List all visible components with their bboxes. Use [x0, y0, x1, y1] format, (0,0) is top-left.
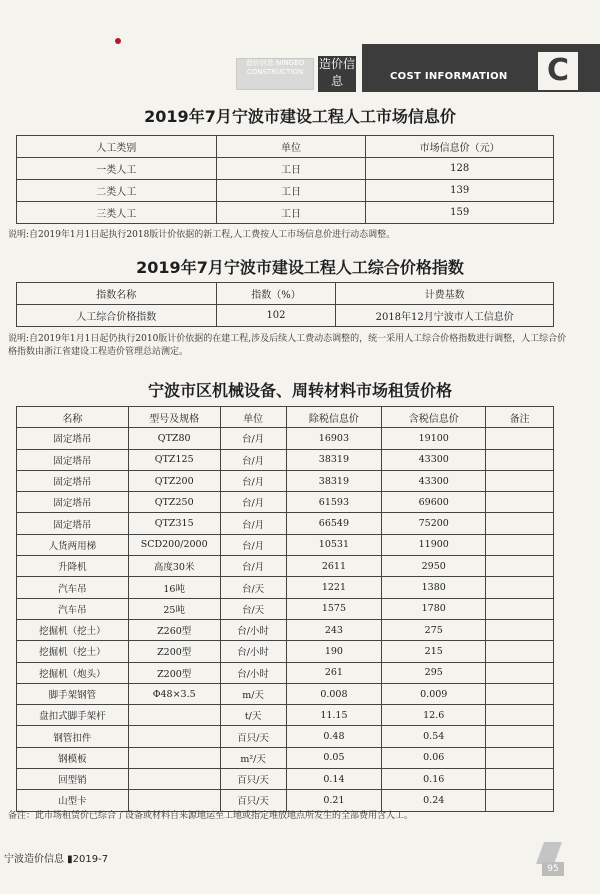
table-cell: m²/天 — [220, 747, 286, 768]
table-cell: 243 — [286, 619, 382, 640]
page-number: 95 — [542, 862, 564, 876]
table-cell: 一类人工 — [17, 158, 217, 180]
table-cell: 43300 — [382, 449, 486, 470]
table-row — [17, 180, 554, 202]
table-cell: 台/月 — [220, 470, 286, 491]
header-ghost-text: 造价信息 NINGBO CONSTRUCTION — [245, 59, 305, 76]
table-row — [17, 202, 554, 224]
table-cell — [128, 790, 220, 811]
table-row — [17, 683, 554, 704]
table-cell: 10531 — [286, 534, 382, 555]
table-row — [17, 428, 554, 449]
table-cell: 百只/天 — [220, 769, 286, 790]
table-row — [17, 619, 554, 640]
table-cell: 工日 — [216, 158, 366, 180]
table-cell: Φ48×3.5 — [128, 683, 220, 704]
col-header: 名称 — [17, 407, 129, 428]
table-cell — [486, 747, 554, 768]
table-cell: 0.16 — [382, 769, 486, 790]
table-cell: 43300 — [382, 470, 486, 491]
table-cell: 295 — [382, 662, 486, 683]
table-row — [17, 726, 554, 747]
section2-title: 2019年7月宁波市建设工程人工综合价格指数 — [136, 258, 464, 277]
table-cell: QTZ125 — [128, 449, 220, 470]
table-cell: 0.008 — [286, 683, 382, 704]
table-row — [17, 790, 554, 811]
table-cell: 275 — [382, 619, 486, 640]
table-cell: 16903 — [286, 428, 382, 449]
table-cell: 11.15 — [286, 705, 382, 726]
table-cell: 139 — [366, 180, 554, 202]
table-cell: 16吨 — [128, 577, 220, 598]
table-cell — [486, 790, 554, 811]
table-row — [17, 470, 554, 491]
table-cell: 汽车吊 — [17, 577, 129, 598]
table-cell: 25吨 — [128, 598, 220, 619]
table-cell: 0.48 — [286, 726, 382, 747]
table-cell: 61593 — [286, 492, 382, 513]
table-cell: t/天 — [220, 705, 286, 726]
table-header-row — [17, 283, 554, 305]
section1-note: 说明:自2019年1月1日起执行2018版计价依据的新工程,人工费按人工市场信息价进行动态调整。 — [8, 230, 396, 240]
table-row — [17, 662, 554, 683]
section2-note: 说明:自2019年1月1日起仍执行2010版计价依据的在建工程,涉及后续人工费动态调整的，统一采用人工综合价格指数进行调整，人工综合价格指数由浙江省建设工程造价管理总站测定。 — [8, 334, 567, 357]
col-header: 备注 — [486, 407, 554, 428]
col-header: 型号及规格 — [128, 407, 220, 428]
table-cell: 0.21 — [286, 790, 382, 811]
col-header: 指数名称 — [17, 283, 217, 305]
table-cell: 128 — [366, 158, 554, 180]
table-cell: 台/小时 — [220, 641, 286, 662]
table-cell: 固定塔吊 — [17, 449, 129, 470]
table-cell: 2950 — [382, 556, 486, 577]
table-cell: 台/月 — [220, 492, 286, 513]
table-cell: 钢模板 — [17, 747, 129, 768]
table-cell: Z260型 — [128, 619, 220, 640]
col-header: 单位 — [220, 407, 286, 428]
table-cell: 挖掘机（炮头） — [17, 662, 129, 683]
col-header: 指数（%） — [216, 283, 336, 305]
table-cell: 0.009 — [382, 683, 486, 704]
table-cell: SCD200/2000 — [128, 534, 220, 555]
table-cell: 1221 — [286, 577, 382, 598]
table-row — [17, 747, 554, 768]
table-cell: 三类人工 — [17, 202, 217, 224]
table-cell: QTZ315 — [128, 513, 220, 534]
table-cell — [486, 726, 554, 747]
table-cell — [486, 577, 554, 598]
table-cell: 升降机 — [17, 556, 129, 577]
col-header: 市场信息价（元） — [366, 136, 554, 158]
header-band — [362, 44, 600, 92]
table-cell — [486, 556, 554, 577]
section-letter: C — [538, 52, 578, 90]
table-header-row — [17, 407, 554, 428]
table-cell: 38319 — [286, 449, 382, 470]
table-header-row — [17, 136, 554, 158]
col-header: 人工类别 — [17, 136, 217, 158]
table-cell — [128, 747, 220, 768]
table-cell: 159 — [366, 202, 554, 224]
rental-price-table — [16, 406, 554, 812]
table-cell: 台/月 — [220, 449, 286, 470]
table-cell: 台/月 — [220, 556, 286, 577]
red-ink-mark — [115, 38, 121, 44]
section3-title: 宁波市区机械设备、周转材料市场租赁价格 — [147, 381, 452, 400]
col-header: 计费基数 — [336, 283, 554, 305]
table-cell — [486, 662, 554, 683]
table-row — [17, 449, 554, 470]
table-cell: 脚手架钢管 — [17, 683, 129, 704]
table-cell — [486, 492, 554, 513]
table-cell: 百只/天 — [220, 790, 286, 811]
table-cell: 38319 — [286, 470, 382, 491]
table-cell: 工日 — [216, 180, 366, 202]
header-ghost-logo — [236, 58, 314, 90]
table-cell: 1575 — [286, 598, 382, 619]
table-cell — [486, 428, 554, 449]
header-tag: 造价信息 — [318, 56, 356, 92]
table-cell: QTZ250 — [128, 492, 220, 513]
table-cell: Z200型 — [128, 641, 220, 662]
table-cell — [486, 534, 554, 555]
table-cell: 山型卡 — [17, 790, 129, 811]
table-row — [17, 305, 554, 327]
table-cell: 11900 — [382, 534, 486, 555]
table-cell — [486, 619, 554, 640]
page-corner-flap — [536, 842, 562, 864]
table-cell: 台/天 — [220, 577, 286, 598]
table-cell: 台/小时 — [220, 662, 286, 683]
table-cell: 190 — [286, 641, 382, 662]
header-english: COST INFORMATION — [390, 71, 508, 82]
table-cell: 66549 — [286, 513, 382, 534]
table-cell: 人货两用梯 — [17, 534, 129, 555]
table-cell: 1380 — [382, 577, 486, 598]
table-cell: QTZ80 — [128, 428, 220, 449]
table-cell: 固定塔吊 — [17, 492, 129, 513]
table-cell: 台/天 — [220, 598, 286, 619]
table-cell — [486, 769, 554, 790]
table-cell: 0.05 — [286, 747, 382, 768]
footer-publication: 宁波造价信息 ▮2019-7 — [4, 854, 109, 865]
table-cell: 台/月 — [220, 534, 286, 555]
table-cell: 102 — [216, 305, 336, 327]
table-cell: 固定塔吊 — [17, 470, 129, 491]
table-cell: 0.24 — [382, 790, 486, 811]
table-cell — [128, 769, 220, 790]
table-row — [17, 705, 554, 726]
table-cell: 19100 — [382, 428, 486, 449]
table-cell: 12.6 — [382, 705, 486, 726]
table-cell: 回型销 — [17, 769, 129, 790]
table-cell: 固定塔吊 — [17, 428, 129, 449]
labor-index-table — [16, 282, 554, 327]
table-cell: 2018年12月宁波市人工信息价 — [336, 305, 554, 327]
col-header: 含税信息价 — [382, 407, 486, 428]
table-row — [17, 158, 554, 180]
table-cell: 台/月 — [220, 513, 286, 534]
table-cell — [486, 641, 554, 662]
table-cell: 高度30米 — [128, 556, 220, 577]
table-cell: 215 — [382, 641, 486, 662]
table-cell: 二类人工 — [17, 180, 217, 202]
table-cell — [486, 683, 554, 704]
table-cell: 0.54 — [382, 726, 486, 747]
table-cell: 工日 — [216, 202, 366, 224]
table-row — [17, 577, 554, 598]
table-cell: Z200型 — [128, 662, 220, 683]
table-cell: 69600 — [382, 492, 486, 513]
table-row — [17, 556, 554, 577]
table-cell: 台/月 — [220, 428, 286, 449]
table-cell: 台/小时 — [220, 619, 286, 640]
table-row — [17, 769, 554, 790]
table-cell: 固定塔吊 — [17, 513, 129, 534]
table-cell: 0.06 — [382, 747, 486, 768]
table-cell — [128, 726, 220, 747]
table-cell: 汽车吊 — [17, 598, 129, 619]
table-row — [17, 641, 554, 662]
table-cell: 1780 — [382, 598, 486, 619]
table-row — [17, 492, 554, 513]
table-cell — [486, 705, 554, 726]
table-cell: m/天 — [220, 683, 286, 704]
table-cell — [486, 513, 554, 534]
table-row — [17, 513, 554, 534]
table-cell: 261 — [286, 662, 382, 683]
table-row — [17, 534, 554, 555]
table-cell: 挖掘机（挖土） — [17, 619, 129, 640]
labor-price-table — [16, 135, 554, 224]
table-cell — [486, 470, 554, 491]
table-cell: 2611 — [286, 556, 382, 577]
table-cell: 盘扣式脚手架杆 — [17, 705, 129, 726]
section3-note: 备注：此市场租赁价已综合了设备或材料自来源地运至工地或指定堆放地点所发生的全部费用含人工。 — [8, 811, 414, 821]
table-cell: 0.14 — [286, 769, 382, 790]
section1-title: 2019年7月宁波市建设工程人工市场信息价 — [144, 107, 456, 126]
table-cell — [486, 598, 554, 619]
table-row — [17, 598, 554, 619]
table-cell: 75200 — [382, 513, 486, 534]
table-cell — [128, 705, 220, 726]
table-cell: 百只/天 — [220, 726, 286, 747]
table-cell: 人工综合价格指数 — [17, 305, 217, 327]
table-cell: QTZ200 — [128, 470, 220, 491]
col-header: 除税信息价 — [286, 407, 382, 428]
table-cell: 挖掘机（挖土） — [17, 641, 129, 662]
table-cell: 钢管扣件 — [17, 726, 129, 747]
table-cell — [486, 449, 554, 470]
col-header: 单位 — [216, 136, 366, 158]
